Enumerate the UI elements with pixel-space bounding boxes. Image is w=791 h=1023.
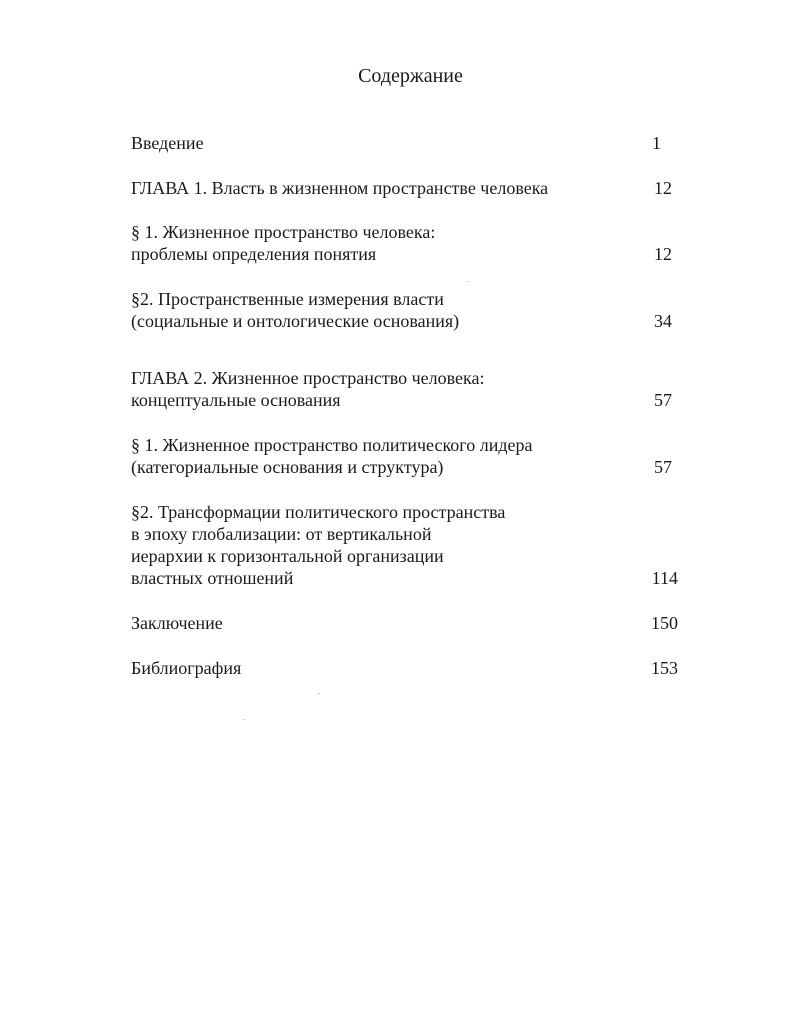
- toc-entry-text-line-2: (социальные и онтологические основания): [131, 311, 460, 331]
- toc-entry-chapter-1: [131, 177, 672, 199]
- toc-page-number: 57: [654, 457, 672, 477]
- toc-entry-text-line-1: § 1. Жизненное пространство политического лидера: [131, 435, 533, 455]
- toc-page-number: 1: [652, 133, 661, 153]
- toc-entry-text-line-1: § 1. Жизненное пространство человека:: [131, 222, 436, 242]
- toc-entry-text-line-2: (категориальные основания и структура): [131, 457, 444, 477]
- toc-entry-text-line-1: ГЛАВА 2. Жизненное пространство человека:: [131, 368, 485, 388]
- toc-entry-chapter-1-section-2: [131, 288, 672, 332]
- toc-entry-text-line-2: проблемы определения понятия: [131, 244, 377, 264]
- scan-speck: [467, 281, 469, 282]
- toc-entry-text-line-3: иерархии к горизонтальной организации: [131, 546, 444, 566]
- toc-page-number: 57: [654, 390, 672, 410]
- scan-speck: [243, 719, 245, 720]
- toc-page-number: 12: [654, 244, 672, 264]
- toc-entry-text: Заключение: [131, 613, 223, 633]
- toc-entry-text-line-4: властных отношений: [131, 568, 294, 588]
- toc-entry-text-line-2: концептуальные основания: [131, 390, 341, 410]
- toc-entry-chapter-2-section-2: [131, 501, 678, 589]
- toc-page-number: 153: [651, 658, 678, 678]
- toc-entry-text-line-1: §2. Пространственные измерения власти: [131, 289, 444, 309]
- toc-entry-chapter-2-section-1: [131, 434, 672, 478]
- toc-entry-text-line-1: §2. Трансформации политического пространства: [131, 502, 506, 522]
- toc-page-number: 114: [651, 568, 678, 588]
- toc-page-number: 34: [654, 311, 672, 331]
- toc-page-number: 150: [651, 613, 678, 633]
- scan-speck: [318, 693, 320, 694]
- toc-entry-bibliography: [131, 657, 678, 679]
- toc-entry-introduction: [131, 132, 661, 154]
- toc-entry-chapter-2: [131, 367, 672, 411]
- toc-entry-chapter-1-section-1: [131, 221, 672, 265]
- toc-entry-text: Библиография: [131, 658, 242, 678]
- toc-title: Содержание: [358, 65, 463, 87]
- toc-entry-text: Введение: [131, 133, 204, 153]
- toc-entry-text: ГЛАВА 1. Власть в жизненном пространстве человека: [131, 178, 549, 198]
- toc-entry-text-line-2: в эпоху глобализации: от вертикальной: [131, 524, 432, 544]
- toc-entry-conclusion: [131, 612, 678, 634]
- toc-page-number: 12: [654, 178, 672, 198]
